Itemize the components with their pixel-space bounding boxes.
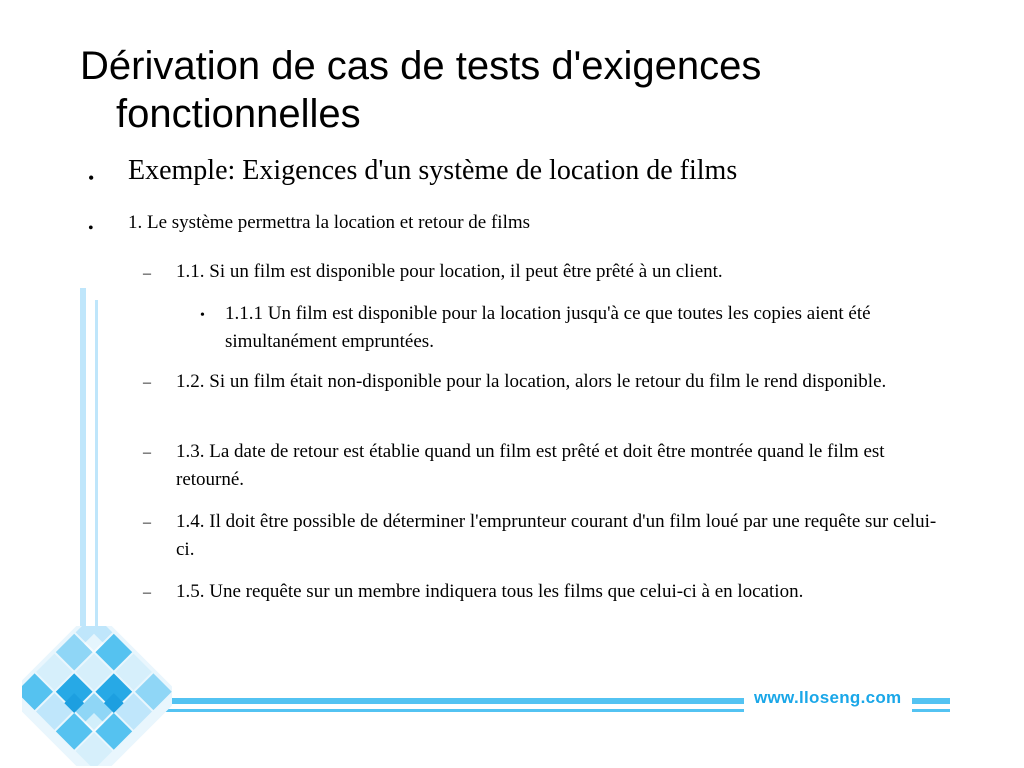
dash-marker: –: [143, 584, 151, 601]
bullet-marker: •: [88, 168, 95, 188]
bottom-border-line: [152, 698, 744, 704]
slide-title: [80, 42, 960, 138]
bottom-border-line-thin: [152, 709, 744, 712]
dash-marker: –: [143, 265, 151, 282]
sub-item-text: 1.2. Si un film était non-disponible pour la location, alors le retour du film le rend disponible.: [176, 371, 887, 392]
left-border-line-thin: [95, 300, 98, 670]
left-border-line: [80, 288, 86, 668]
dash-marker: –: [143, 374, 151, 391]
bullet-text: Exemple: Exigences d'un système de location de films: [128, 155, 738, 186]
sub-item-text: 1.5. Une requête sur un membre indiquera tous les films que celui-ci à en location.: [176, 581, 804, 602]
bullet-marker: •: [200, 308, 205, 323]
bullet-marker: •: [88, 220, 94, 237]
dash-marker: –: [143, 444, 151, 461]
slide-title-line2: fonctionnelles: [116, 92, 361, 136]
dash-marker: –: [143, 514, 151, 531]
bullet-text: 1. Le système permettra la location et retour de films: [128, 212, 531, 233]
bottom-right-line-thin: [912, 709, 950, 712]
footer-url: www.lloseng.com: [754, 688, 902, 707]
sub-item-text: 1.4. Il doit être possible de déterminer l'emprunteur courant d'un film loué par une requête sur celui-ci.: [176, 511, 937, 560]
slide-title-line1: Dérivation de cas de tests d'exigences: [80, 44, 762, 88]
bottom-right-line: [912, 698, 950, 704]
sub-item-text: 1.1. Si un film est disponible pour location, il peut être prêté à un client.: [176, 261, 723, 282]
mosaic-logo-icon: [22, 626, 172, 766]
sub-item-text: 1.3. La date de retour est établie quand un film est prêté et doit être montrée quand le film est retourné.: [176, 441, 885, 490]
sub-sub-item-text: 1.1.1 Un film est disponible pour la location jusqu'à ce que toutes les copies aient été simultanément empruntées.: [225, 303, 871, 352]
